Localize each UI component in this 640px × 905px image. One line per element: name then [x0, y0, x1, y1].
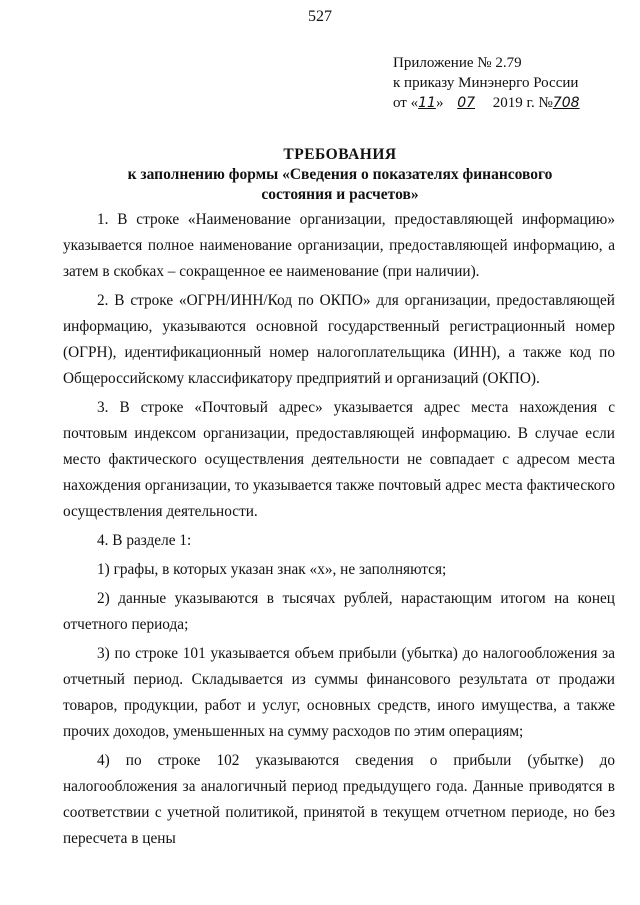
handwritten-day: 11	[418, 95, 436, 111]
appendix-order-ref: к приказу Минэнерго России	[393, 75, 579, 91]
document-title	[0, 145, 640, 205]
handwritten-month: 07	[457, 95, 476, 111]
handwritten-order-number: 708	[552, 95, 580, 111]
title-subtitle-line1: к заполнению формы «Сведения о показателях финансового	[127, 166, 553, 183]
paragraph: 1. В строке «Наименование организации, предоставляющей информацию» указывается полное наименование организации, предоставляющей информацию, а затем в скобках – сокращенное ее наименование (при наличии).	[63, 211, 615, 280]
paragraph: 3. В строке «Почтовый адрес» указывается адрес места нахождения с почтовым индексом организации, предоставляющей информацию. В случае если место фактического осуществления деятельности не совпадает с адресом места нахождения организации, то указывается также почтовый адрес места фактического осуществления деятельности.	[63, 399, 615, 520]
paragraph: 4) по строке 102 указываются сведения о прибыли (убытке) до налогообложения за аналогичный период предыдущего года. Данные приводятся в соответствии с учетной политикой, принятой в текущем отчетном периоде, но без пересчета в цены	[63, 752, 615, 847]
page-number: 527	[308, 8, 332, 25]
appendix-title: Приложение № 2.79	[393, 55, 522, 71]
document-body	[63, 207, 615, 855]
date-suffix: 2019 г. №	[492, 95, 553, 111]
date-prefix: от «	[393, 95, 419, 111]
paragraph: 3) по строке 101 указывается объем прибыли (убытка) до налогообложения за отчетный период. Складывается из суммы финансового результата от продажи товаров, продукции, работ и услуг, основных средств, иного имущества, а также прочих доходов, уменьшенных на сумму расходов по этим операциям;	[63, 645, 615, 740]
paragraph: 4. В разделе 1:	[97, 532, 192, 549]
paragraph: 2. В строке «ОГРН/ИНН/Код по ОКПО» для организации, предоставляющей информацию, указываются основной государственный регистрационный номер (ОГРН), идентификационный номер налогоплательщика (ИНН), а также код по Общероссийскому классификатору предприятий и организаций (ОКПО).	[63, 292, 615, 387]
paragraph: 1) графы, в которых указан знак «х», не заполняются;	[97, 561, 447, 578]
title-heading: ТРЕБОВАНИЯ	[283, 146, 397, 163]
date-mid: »	[435, 95, 448, 111]
title-subtitle-line2: состояния и расчетов»	[261, 186, 419, 203]
appendix-header	[393, 53, 580, 113]
appendix-date-line	[393, 93, 580, 113]
paragraph: 2) данные указываются в тысячах рублей, нарастающим итогом на конец отчетного периода;	[63, 590, 615, 633]
